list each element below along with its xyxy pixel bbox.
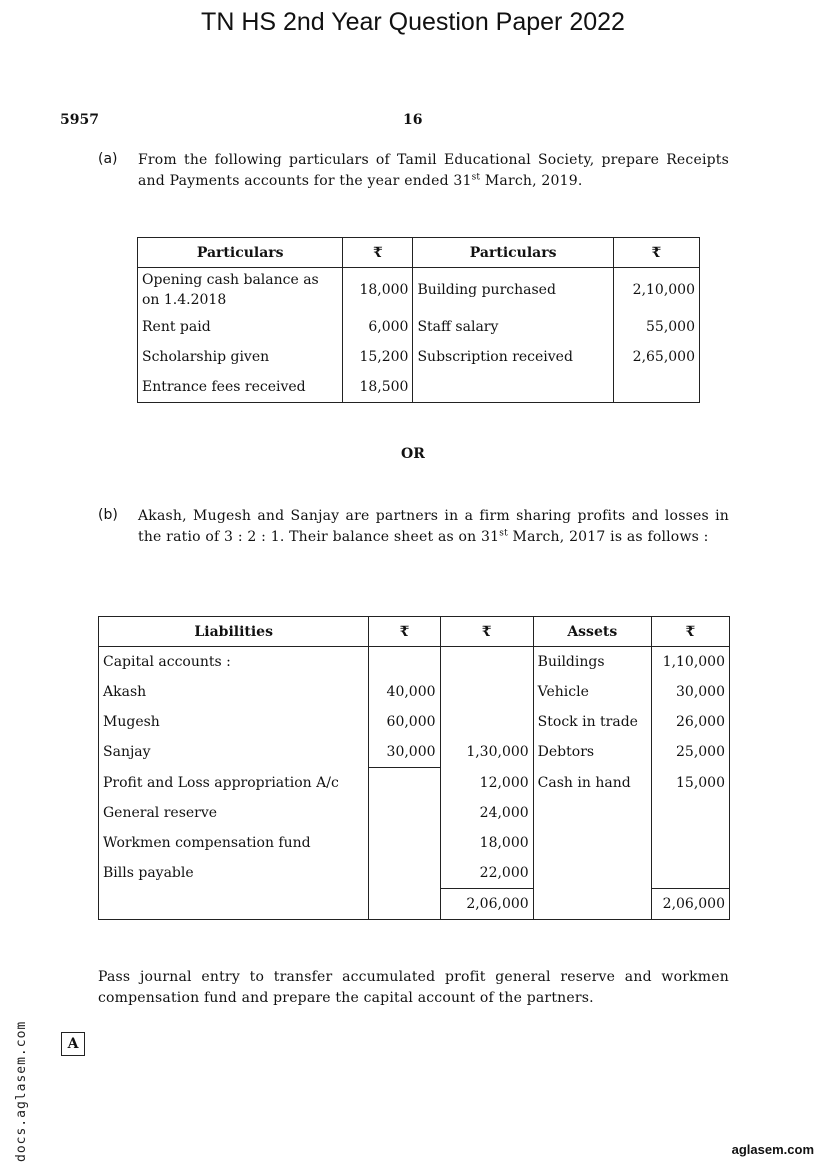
receipts-particulars-table (137, 237, 700, 403)
table-cell: Capital accounts : (99, 647, 369, 678)
table-row (138, 268, 700, 313)
table-cell: 40,000 (369, 677, 440, 707)
part-b-question: Akash, Mugesh and Sanjay are partners in a firm sharing profits and losses in the ratio of 3 : 2 : 1. Their balance sheet as on 31st March, 2017 is as follows : (138, 508, 729, 545)
table-cell: 2,10,000 (613, 268, 699, 313)
table-cell: Cash in hand (533, 768, 651, 799)
part-a-question: From the following particulars of Tamil Educational Society, prepare Receipts and Payments accounts for the year ended 31st March, 2019. (138, 152, 729, 189)
series-box-label: A (61, 1032, 85, 1056)
table-cell (651, 798, 729, 828)
page-banner-title: TN HS 2nd Year Question Paper 2022 (201, 8, 625, 36)
table-cell (369, 858, 440, 889)
table-cell: Building purchased (413, 268, 613, 313)
table-cell: 55,000 (613, 312, 699, 342)
table-cell: Workmen compensation fund (99, 828, 369, 858)
table-cell: Rent paid (138, 312, 343, 342)
table-row (99, 647, 730, 678)
table-cell (369, 768, 440, 799)
table-cell (369, 828, 440, 858)
table-cell: 2,65,000 (613, 342, 699, 372)
table-cell: Debtors (533, 737, 651, 768)
header-rupee: ₹ (440, 617, 533, 647)
table-cell: 30,000 (369, 737, 440, 768)
part-b-label: (b) (98, 507, 118, 523)
table-total-row (99, 889, 730, 920)
table-row (99, 828, 730, 858)
table-cell: Akash (99, 677, 369, 707)
table-cell (369, 889, 440, 920)
table-cell: 12,000 (440, 768, 533, 799)
table-row (99, 858, 730, 889)
table-cell: 60,000 (369, 707, 440, 737)
table-cell (651, 858, 729, 889)
table-cell (440, 647, 533, 678)
table-row (138, 372, 700, 403)
table-cell: 15,200 (343, 342, 413, 372)
table-cell (369, 798, 440, 828)
table-cell: Buildings (533, 647, 651, 678)
table-cell: Opening cash balance as on 1.4.2018 (138, 268, 343, 313)
table-cell: 30,000 (651, 677, 729, 707)
table-cell: Stock in trade (533, 707, 651, 737)
table-row (99, 707, 730, 737)
table-cell (99, 889, 369, 920)
table-cell: Entrance fees received (138, 372, 343, 403)
footer-watermark: aglasem.com (731, 1142, 814, 1157)
table-cell: 18,500 (343, 372, 413, 403)
part-b-instruction: Pass journal entry to transfer accumulated profit general reserve and workmen compensation fund and prepare the capital account of the partners. (98, 969, 729, 1006)
total-liabilities: 2,06,000 (440, 889, 533, 920)
table-cell: 18,000 (343, 268, 413, 313)
table-cell: Subscription received (413, 342, 613, 372)
header-particulars: Particulars (138, 238, 343, 268)
header-assets: Assets (533, 617, 651, 647)
table-cell: 24,000 (440, 798, 533, 828)
table-cell: 26,000 (651, 707, 729, 737)
part-a-label: (a) (98, 151, 118, 167)
header-rupee: ₹ (369, 617, 440, 647)
table-row (99, 677, 730, 707)
header-rupee: ₹ (343, 238, 413, 268)
table-cell: Profit and Loss appropriation A/c (99, 768, 369, 799)
table-cell (533, 798, 651, 828)
table-cell (413, 372, 613, 403)
header-liabilities: Liabilities (99, 617, 369, 647)
side-watermark: docs.aglasem.com (14, 1020, 29, 1162)
table-cell: General reserve (99, 798, 369, 828)
header-particulars: Particulars (413, 238, 613, 268)
table-cell (440, 707, 533, 737)
table-header-row (138, 238, 700, 268)
table-cell: Mugesh (99, 707, 369, 737)
header-rupee: ₹ (651, 617, 729, 647)
table-cell: Scholarship given (138, 342, 343, 372)
table-cell: Bills payable (99, 858, 369, 889)
total-assets: 2,06,000 (651, 889, 729, 920)
table-header-row (99, 617, 730, 647)
table-cell: 22,000 (440, 858, 533, 889)
header-rupee: ₹ (613, 238, 699, 268)
table-cell (369, 647, 440, 678)
table-row (138, 342, 700, 372)
table-cell (533, 828, 651, 858)
table-cell (440, 677, 533, 707)
table-cell: Staff salary (413, 312, 613, 342)
table-row (138, 312, 700, 342)
table-cell: Sanjay (99, 737, 369, 768)
table-cell: 25,000 (651, 737, 729, 768)
table-cell: 15,000 (651, 768, 729, 799)
balance-sheet-table (98, 616, 730, 920)
table-row (99, 798, 730, 828)
table-cell: 6,000 (343, 312, 413, 342)
paper-code: 5957 (60, 112, 99, 128)
table-cell: 1,10,000 (651, 647, 729, 678)
table-row (99, 768, 730, 799)
table-cell (533, 889, 651, 920)
table-cell: 18,000 (440, 828, 533, 858)
or-separator: OR (401, 446, 425, 462)
table-cell: 1,30,000 (440, 737, 533, 768)
table-row (99, 737, 730, 768)
table-cell (613, 372, 699, 403)
table-cell: Vehicle (533, 677, 651, 707)
table-cell (533, 858, 651, 889)
page-number: 16 (403, 112, 423, 128)
table-cell (651, 828, 729, 858)
